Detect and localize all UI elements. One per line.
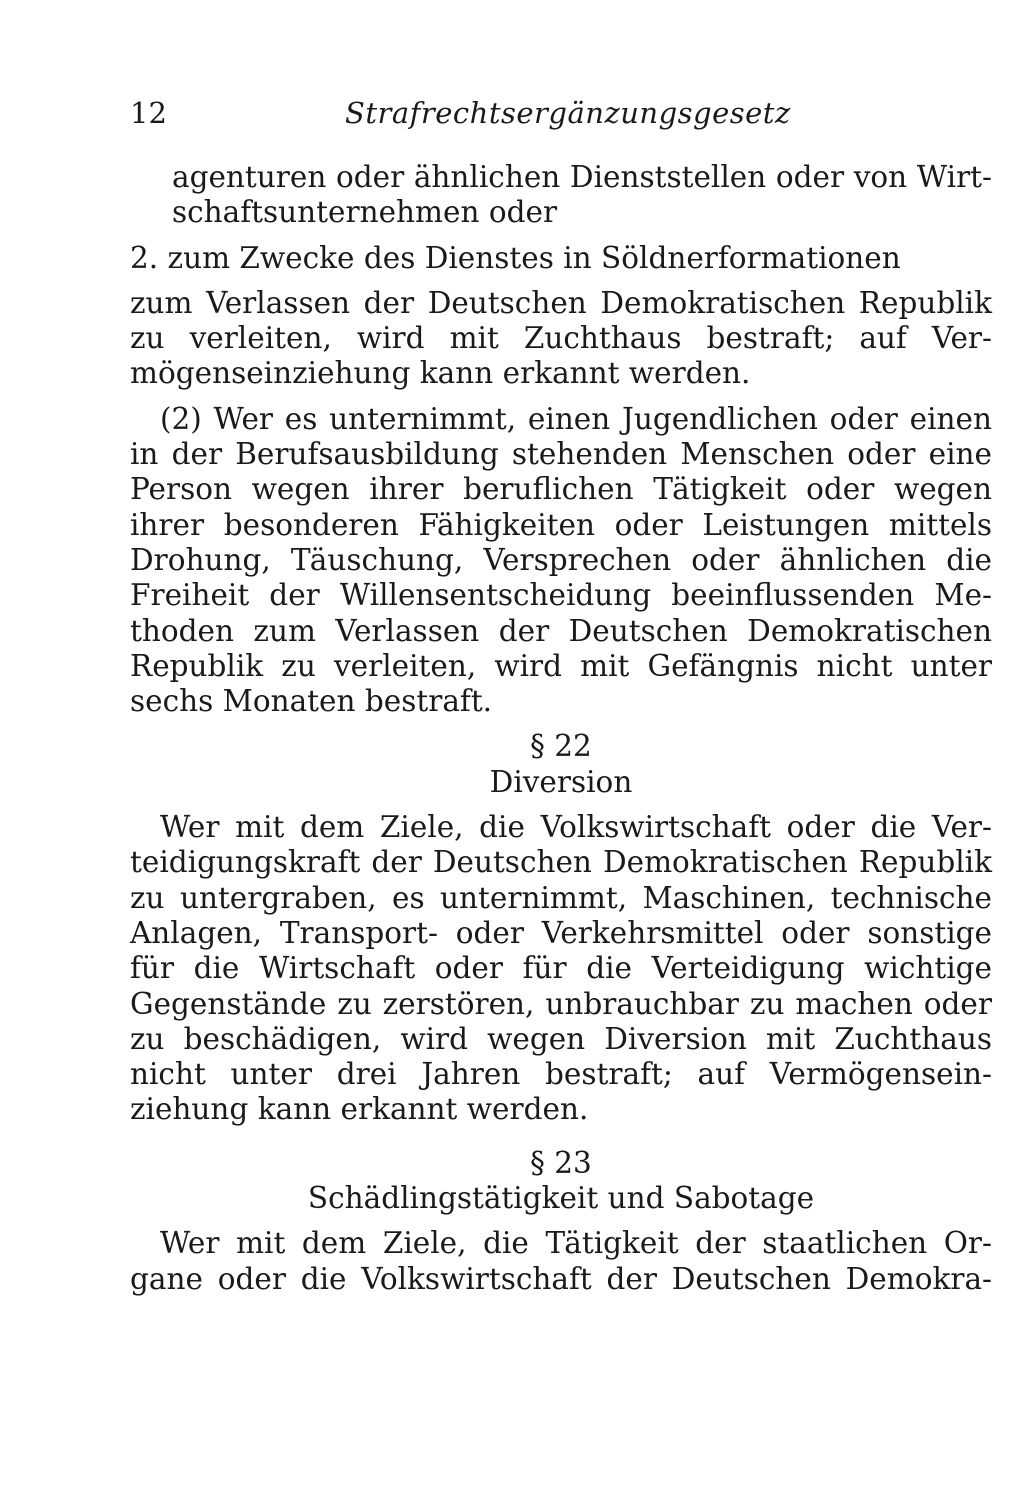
running-head: Strafrechtsergänzungsgesetz xyxy=(345,96,791,130)
text-line: thoden zum Verlassen der Deutschen Demokratischen xyxy=(130,613,992,648)
text-line: Anlagen, Transport- oder Verkehrsmittel oder sonstige xyxy=(130,915,992,950)
text-line: Wer mit dem Ziele, die Tätigkeit der staatlichen Or- xyxy=(160,1226,992,1261)
list-item-2: 2. zum Zwecke des Dienstes in Söldnerformationen xyxy=(130,240,901,275)
section-title: Diversion xyxy=(489,764,633,799)
text-line: für die Wirtschaft oder für die Verteidigung wichtige xyxy=(130,951,992,986)
text-line: Person wegen ihrer beruflichen Tätigkeit oder wegen xyxy=(130,472,992,507)
text-line: (2) Wer es unternimmt, einen Jugendlichen oder einen xyxy=(160,401,992,436)
text-line: zum Verlassen der Deutschen Demokratischen Republik xyxy=(130,285,992,320)
text-line: schaftsunternehmen oder xyxy=(172,195,558,230)
text-line: Freiheit der Willensentscheidung beeinflussenden Me- xyxy=(130,578,992,613)
text-line: zu untergraben, es unternimmt, Maschinen, technische xyxy=(130,880,992,915)
body-text xyxy=(130,160,992,1297)
section-title: Schädlingstätigkeit und Sabotage xyxy=(307,1181,815,1216)
text-line: zu beschädigen, wird wegen Diversion mit Zuchthaus xyxy=(130,1021,992,1056)
text-line: nicht unter drei Jahren bestraft; auf Vermögensein- xyxy=(130,1057,992,1092)
text-line: ziehung kann erkannt werden. xyxy=(130,1092,589,1127)
section-number: § 23 xyxy=(530,1145,592,1180)
text-line: agenturen oder ähnlichen Dienststellen oder von Wirt- xyxy=(172,160,992,194)
text-line: in der Berufsausbildung stehenden Menschen oder eine xyxy=(130,437,992,472)
text-line: mögenseinziehung kann erkannt werden. xyxy=(130,356,751,391)
section-number: § 22 xyxy=(530,729,592,764)
page-header xyxy=(130,96,990,136)
page-number: 12 xyxy=(130,96,167,130)
text-line: sechs Monaten bestraft. xyxy=(130,684,493,719)
text-line: Republik zu verleiten, wird mit Gefängnis nicht unter xyxy=(130,648,992,683)
text-line: gane oder die Volkswirtschaft der Deutschen Demokra- xyxy=(130,1261,992,1296)
text-line: Drohung, Täuschung, Versprechen oder ähnlichen die xyxy=(130,542,992,577)
text-line: teidigungskraft der Deutschen Demokratischen Republik xyxy=(130,845,992,880)
text-line: Wer mit dem Ziele, die Volkswirtschaft oder die Ver- xyxy=(160,810,992,845)
text-line: Gegenstände zu zerstören, unbrauchbar zu machen oder xyxy=(130,986,992,1021)
text-line: ihrer besonderen Fähigkeiten oder Leistungen mittels xyxy=(130,507,992,542)
text-line: zu verleiten, wird mit Zuchthaus bestraft; auf Ver- xyxy=(130,321,992,356)
